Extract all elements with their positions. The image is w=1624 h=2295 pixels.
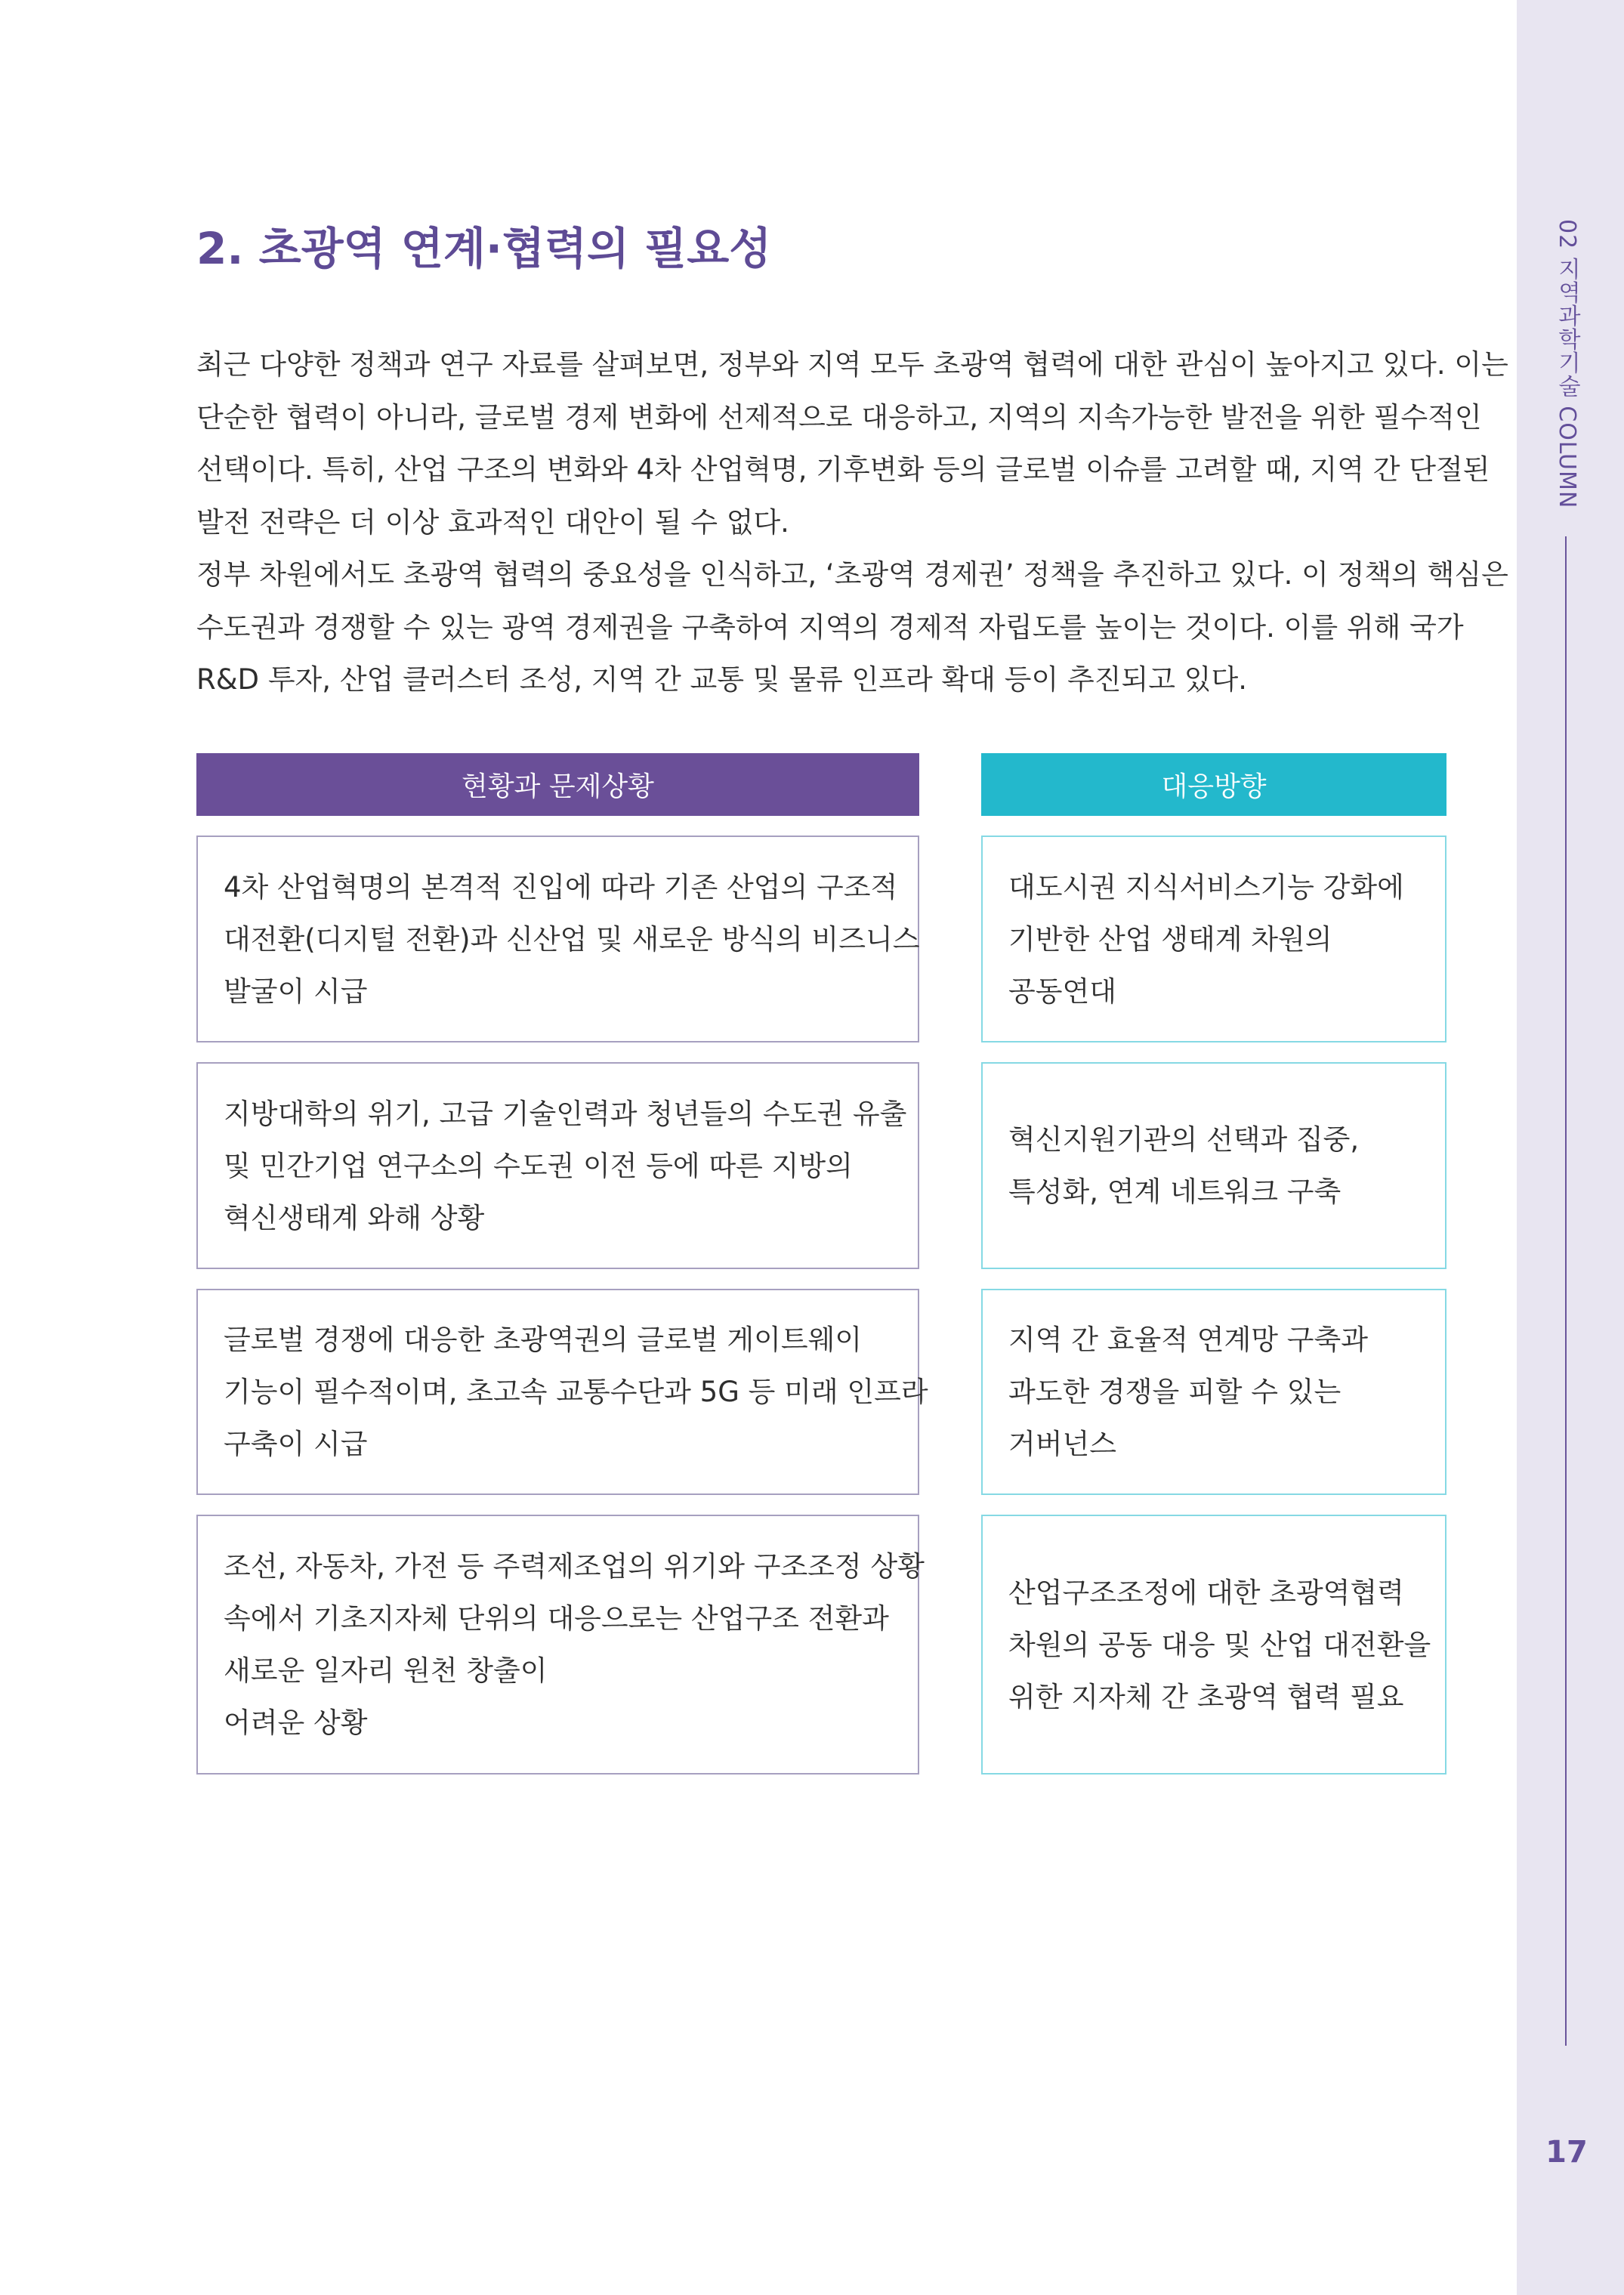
body-line: 발전 전략은 더 이상 효과적인 대안이 될 수 없다. (196, 505, 789, 539)
card-line: 혁신생태계 와해 상황 (224, 1201, 485, 1234)
body-line: 최근 다양한 정책과 연구 자료를 살펴보면, 정부와 지역 모두 초광역 협력에 대한 관심이 높아지고 있다. 이는 (196, 348, 1508, 381)
problem-card (196, 1515, 925, 1775)
card-line: 과도한 경쟁을 피할 수 있는 (1008, 1376, 1341, 1408)
problem-card (196, 1062, 919, 1269)
response-card (981, 1289, 1446, 1495)
card-line: 산업구조조정에 대한 초광역협력 (1008, 1576, 1404, 1609)
card-line: 새로운 일자리 원천 창출이 (224, 1654, 548, 1687)
card-line: 기반한 산업 생태계 차원의 (1008, 922, 1332, 956)
card-line: 조선, 자동차, 가전 등 주력제조업의 위기와 구조조정 상황 (224, 1550, 925, 1583)
card-line: 어려운 상황 (224, 1707, 368, 1739)
card-line: 거버넌스 (1008, 1428, 1116, 1460)
side-divider (1565, 536, 1567, 2046)
body-paragraph (196, 338, 1508, 706)
card-line: 지역 간 효율적 연계망 구축과 (1008, 1324, 1368, 1356)
body-line: 선택이다. 특히, 산업 구조의 변화와 4차 산업혁명, 기후변화 등의 글로벌 이슈를 고려할 때, 지역 간 단절된 (196, 453, 1490, 486)
page-number: 17 (1545, 2135, 1588, 2170)
problem-column-header: 현황과 문제상황 (196, 753, 919, 816)
card-line: 특성화, 연계 네트워크 구축 (1008, 1175, 1341, 1208)
card-line: 발굴이 시급 (224, 975, 368, 1008)
response-card (981, 1062, 1446, 1269)
card-line: 구축이 시급 (224, 1428, 368, 1460)
section-title: 2. 초광역 연계·협력의 필요성 (196, 223, 772, 274)
body-line: R&D 투자, 산업 클러스터 조성, 지역 간 교통 및 물류 인프라 확대 등이 추진되고 있다. (196, 663, 1247, 696)
card-line: 4차 산업혁명의 본격적 진입에 따라 기존 산업의 구조적 (224, 870, 898, 903)
card-line: 기능이 필수적이며, 초고속 교통수단과 5G 등 미래 인프라 (224, 1376, 928, 1408)
body-line: 수도권과 경쟁할 수 있는 광역 경제권을 구축하여 지역의 경제적 자립도를 높이는 것이다. 이를 위해 국가 (196, 610, 1464, 644)
problem-card (196, 1289, 928, 1495)
body-line: 정부 차원에서도 초광역 협력의 중요성을 인식하고, ‘초광역 경제권’ 정책을 추진하고 있다. 이 정책의 핵심은 (196, 558, 1508, 591)
card-line: 혁신지원기관의 선택과 집중, (1008, 1123, 1360, 1156)
running-header: 02 지역과학기술 COLUMN (1554, 219, 1580, 509)
card-line: 및 민간기업 연구소의 수도권 이전 등에 따른 지방의 (224, 1149, 853, 1182)
card-line: 차원의 공동 대응 및 산업 대전환을 (1008, 1628, 1431, 1661)
response-card (981, 1515, 1446, 1775)
body-line: 단순한 협력이 아니라, 글로벌 경제 변화에 선제적으로 대응하고, 지역의 지속가능한 발전을 위한 필수적인 (196, 400, 1482, 434)
card-line: 글로벌 경쟁에 대응한 초광역권의 글로벌 게이트웨이 (224, 1324, 863, 1356)
response-column-header: 대응방향 (981, 753, 1446, 816)
card-line: 지방대학의 위기, 고급 기술인력과 청년들의 수도권 유출 (224, 1097, 907, 1130)
card-line: 위한 지자체 간 초광역 협력 필요 (1008, 1680, 1404, 1713)
card-line: 대도시권 지식서비스기능 강화에 (1008, 870, 1404, 903)
response-card (981, 836, 1446, 1042)
card-line: 속에서 기초지자체 단위의 대응으로는 산업구조 전환과 (224, 1602, 889, 1635)
card-line: 대전환(디지털 전환)과 신산업 및 새로운 방식의 비즈니스 (224, 922, 920, 956)
problem-card (196, 836, 919, 1042)
card-line: 공동연대 (1008, 975, 1116, 1008)
